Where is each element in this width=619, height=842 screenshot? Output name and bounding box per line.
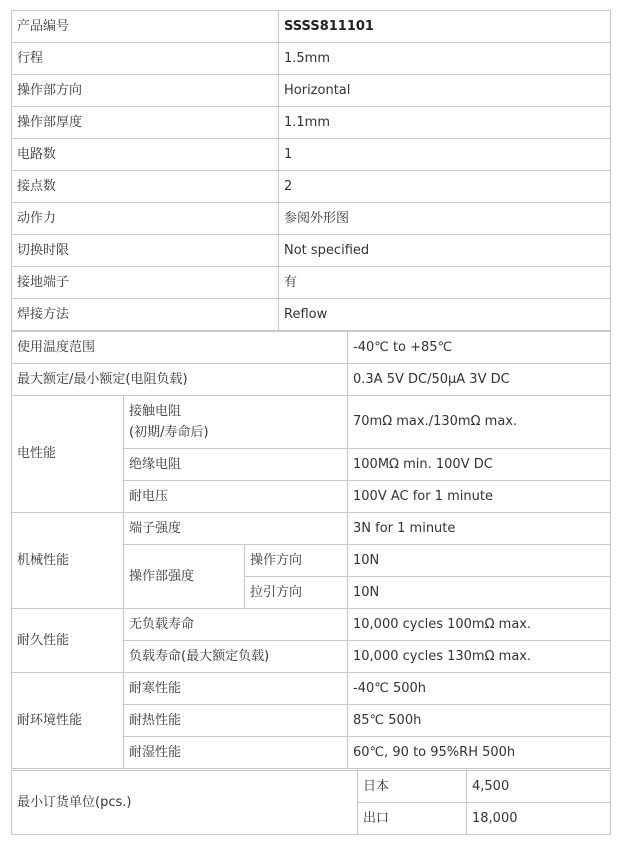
insulation-resistance-value: 100MΩ min. 100V DC [348, 449, 611, 481]
product-number-value: SSSS811101 [279, 11, 611, 43]
pull-direction-label: 拉引方向 [245, 577, 348, 609]
row-value: 有 [279, 267, 611, 299]
electrical-group-label: 电性能 [12, 396, 124, 513]
temp-range-label: 使用温度范围 [12, 332, 348, 364]
row-value: 2 [279, 171, 611, 203]
contact-resistance-label-line2: (初期/寿命后) [129, 425, 209, 440]
row-label: 电路数 [12, 139, 279, 171]
table-row [12, 396, 611, 449]
row-label: 焊接方法 [12, 299, 279, 331]
contact-resistance-label [124, 396, 348, 449]
insulation-resistance-label: 绝缘电阻 [124, 449, 348, 481]
table-row [12, 673, 611, 705]
contact-resistance-label-line1: 接触电阻 [129, 404, 182, 419]
cold-resistance-label: 耐寒性能 [124, 673, 348, 705]
actuator-strength-label: 操作部强度 [124, 545, 245, 609]
contact-resistance-value: 70mΩ max./130mΩ max. [348, 396, 611, 449]
japan-value: 4,500 [467, 771, 611, 803]
heat-resistance-label: 耐热性能 [124, 705, 348, 737]
row-value: Reflow [279, 299, 611, 331]
table-row [12, 771, 611, 803]
operating-direction-label: 操作方向 [245, 545, 348, 577]
row-label: 接地端子 [12, 267, 279, 299]
row-value: 参阅外形图 [279, 203, 611, 235]
product-number-label: 产品编号 [12, 11, 279, 43]
row-label: 切换时限 [12, 235, 279, 267]
table-row [12, 267, 611, 299]
row-label: 操作部方向 [12, 75, 279, 107]
table-row [12, 513, 611, 545]
japan-label: 日本 [358, 771, 467, 803]
table-row [12, 609, 611, 641]
dielectric-strength-label: 耐电压 [124, 481, 348, 513]
export-label: 出口 [358, 803, 467, 835]
rating-value: 0.3A 5V DC/50μA 3V DC [348, 364, 611, 396]
operating-direction-value: 10N [348, 545, 611, 577]
table-row [12, 139, 611, 171]
no-load-life-label: 无负载寿命 [124, 609, 348, 641]
durability-group-label: 耐久性能 [12, 609, 124, 673]
heat-resistance-value: 85℃ 500h [348, 705, 611, 737]
pull-direction-value: 10N [348, 577, 611, 609]
product-attributes-table [11, 10, 611, 331]
minimum-order-label: 最小订货单位(pcs.) [12, 771, 358, 835]
row-value: Horizontal [279, 75, 611, 107]
export-value: 18,000 [467, 803, 611, 835]
row-value: 1.1mm [279, 107, 611, 139]
table-row [12, 235, 611, 267]
specifications-table [11, 331, 611, 769]
row-label: 行程 [12, 43, 279, 75]
environmental-group-label: 耐环境性能 [12, 673, 124, 769]
terminal-strength-value: 3N for 1 minute [348, 513, 611, 545]
table-row [12, 107, 611, 139]
table-row [12, 75, 611, 107]
humidity-resistance-label: 耐湿性能 [124, 737, 348, 769]
table-row [12, 364, 611, 396]
terminal-strength-label: 端子强度 [124, 513, 348, 545]
row-value: 1 [279, 139, 611, 171]
load-life-value: 10,000 cycles 130mΩ max. [348, 641, 611, 673]
table-row [12, 43, 611, 75]
temp-range-value: -40℃ to +85℃ [348, 332, 611, 364]
load-life-label: 负载寿命(最大额定负载) [124, 641, 348, 673]
row-label: 操作部厚度 [12, 107, 279, 139]
row-value: 1.5mm [279, 43, 611, 75]
table-row [12, 299, 611, 331]
row-value: Not specified [279, 235, 611, 267]
no-load-life-value: 10,000 cycles 100mΩ max. [348, 609, 611, 641]
rating-label: 最大额定/最小额定(电阻负载) [12, 364, 348, 396]
table-row [12, 171, 611, 203]
humidity-resistance-value: 60℃, 90 to 95%RH 500h [348, 737, 611, 769]
row-label: 动作力 [12, 203, 279, 235]
table-row [12, 332, 611, 364]
row-label: 接点数 [12, 171, 279, 203]
minimum-order-table [11, 770, 611, 835]
dielectric-strength-value: 100V AC for 1 minute [348, 481, 611, 513]
mechanical-group-label: 机械性能 [12, 513, 124, 609]
cold-resistance-value: -40℃ 500h [348, 673, 611, 705]
table-row [12, 203, 611, 235]
table-row [12, 11, 611, 43]
